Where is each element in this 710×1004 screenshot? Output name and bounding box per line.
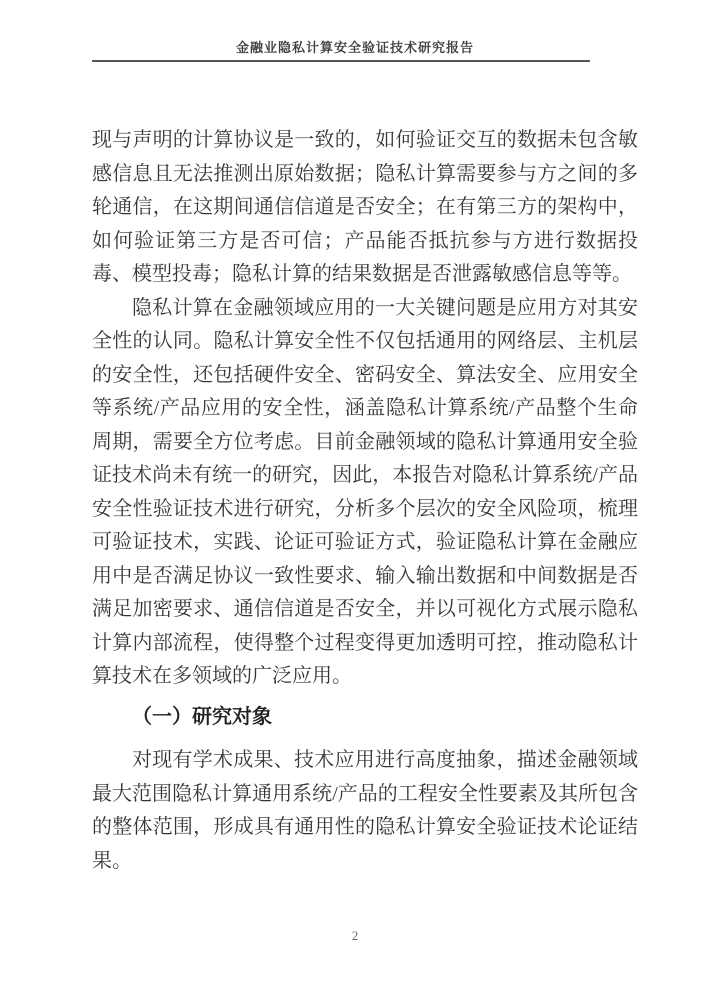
running-header-title: 金融业隐私计算安全验证技术研究报告 xyxy=(235,40,474,55)
body-paragraph-2: 隐私计算在金融领域应用的一大关键问题是应用方对其安全性的认同。隐私计算安全性不仅包括通用的网络层、主机层的安全性，还包括硬件安全、密码安全、算法安全、应用安全等系统/产品应用的安全性，涵盖隐私计算系统/产品整个生命周期，需要全方位考虑。目前金融领域的隐私计算通用安全验证技术尚未有统一的研究，因此，本报告对隐私计算系统/产品安全性验证技术进行研究，分析多个层次的安全风险项，梳理可验证技术，实践、论证可验证方式，验证隐私计算在金融应用中是否满足协议一致性要求、输入输出数据和中间数据是否满足加密要求、通信信道是否安全，并以可视化方式展示隐私计算内部流程，使得整个过程变得更加透明可控，推动隐私计算技术在多领域的广泛应用。 xyxy=(92,296,638,687)
section-heading-research-object: （一）研究对象 xyxy=(132,705,272,728)
header-rule xyxy=(92,60,590,62)
page-number: 2 xyxy=(351,928,359,943)
body-paragraph-1: 现与声明的计算协议是一致的，如何验证交互的数据未包含敏感信息且无法推测出原始数据；隐私计算需要参与方之间的多轮通信，在这期间通信信道是否安全；在有第三方的架构中，如何验证第三方是否可信；产品能否抵抗参与方进行数据投毒、模型投毒；隐私计算的结果数据是否泄露敏感信息等等。 xyxy=(92,129,638,285)
body-paragraph-3: 对现有学术成果、技术应用进行高度抽象，描述金融领域最大范围隐私计算通用系统/产品的工程安全性要素及其所包含的整体范围，形成具有通用性的隐私计算安全验证技术论证结果。 xyxy=(92,749,638,872)
document-body xyxy=(92,124,638,878)
